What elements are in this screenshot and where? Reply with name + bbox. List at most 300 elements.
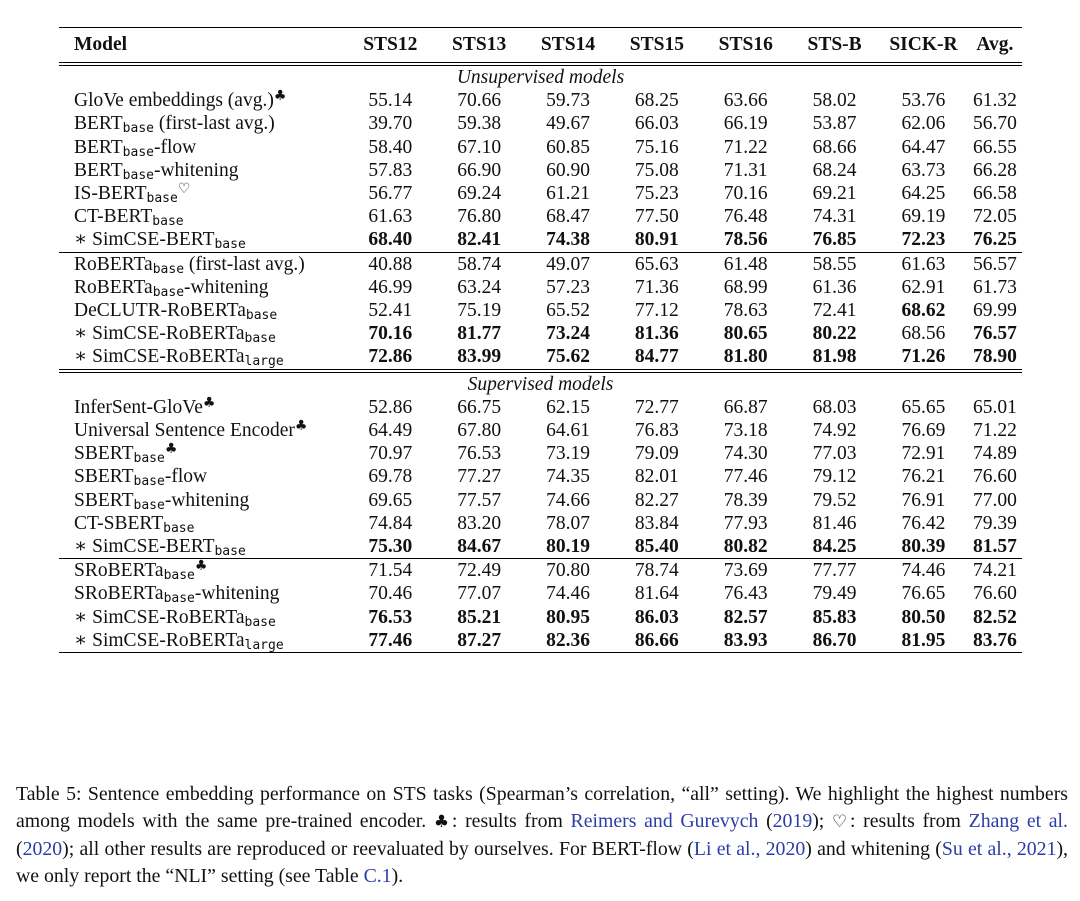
score-cell: 68.24 — [812, 159, 857, 181]
model-size-subscript: base — [152, 261, 185, 277]
score-cell: 76.57 — [973, 323, 1017, 345]
score-cell: 61.48 — [723, 253, 768, 275]
score-cell: 77.12 — [634, 300, 679, 322]
section-heading: Unsupervised models — [456, 67, 625, 88]
table-row — [59, 465, 1022, 488]
score-cell: 59.73 — [546, 90, 590, 112]
model-size-subscript: base — [163, 520, 195, 536]
score-cell: 77.07 — [457, 583, 502, 605]
score-cell: 83.93 — [723, 629, 768, 651]
model-name: InferSent-GloVe — [74, 396, 203, 418]
score-cell: 84.67 — [457, 536, 502, 558]
score-cell: 64.47 — [901, 136, 946, 158]
model-name-cell — [59, 205, 346, 228]
score-cell: 74.38 — [546, 229, 590, 251]
score-cell: 75.16 — [634, 136, 679, 158]
model-name-cell — [59, 345, 346, 370]
score-cell: 77.57 — [457, 489, 502, 511]
score-cell: 73.69 — [723, 560, 768, 582]
score-cell: 75.23 — [634, 183, 679, 205]
score-cell: 64.25 — [901, 183, 946, 205]
model-size-subscript: large — [244, 354, 284, 370]
citation-year-link[interactable]: 2019 — [772, 810, 813, 832]
score-cell: 82.27 — [634, 489, 679, 511]
model-name: RoBERTa — [74, 253, 153, 275]
model-size-subscript: base — [244, 614, 276, 630]
score-cell: 79.49 — [812, 583, 857, 605]
model-name-cell — [59, 512, 346, 535]
score-cell: 85.83 — [812, 606, 857, 628]
score-cell: 67.10 — [457, 136, 502, 158]
caption-text: ), we only report the “NLI” setting (see Table — [16, 838, 1069, 887]
citation-link[interactable]: Li et al., 2020 — [693, 838, 806, 860]
score-cell: 81.77 — [457, 323, 502, 345]
table-reference-link[interactable]: C.1 — [363, 865, 392, 887]
caption-text: ). — [391, 865, 404, 887]
model-name-cell — [59, 252, 346, 276]
table-row — [59, 299, 1022, 322]
citation-link[interactable]: Su et al., 2021 — [941, 838, 1057, 860]
score-cell: 70.66 — [457, 90, 502, 112]
score-cell: 77.77 — [812, 560, 857, 582]
table-row — [59, 345, 1022, 370]
score-cell: 74.46 — [901, 560, 946, 582]
score-cell: 82.01 — [634, 466, 679, 488]
score-cell: 64.49 — [368, 420, 413, 442]
score-cell: 56.70 — [973, 113, 1017, 135]
score-cell: 70.16 — [723, 183, 768, 205]
score-cell: 69.78 — [368, 466, 413, 488]
score-cell: 49.67 — [546, 113, 590, 135]
score-cell: 75.08 — [634, 159, 679, 181]
score-cell: 76.83 — [634, 420, 679, 442]
score-cell: 78.74 — [634, 560, 679, 582]
score-cell: 77.93 — [723, 512, 768, 534]
model-name-cell — [59, 559, 346, 583]
score-cell: 74.30 — [723, 443, 768, 465]
score-cell: 58.40 — [368, 136, 413, 158]
model-name-cell — [59, 629, 346, 653]
score-cell: 70.97 — [368, 443, 413, 465]
score-cell: 65.01 — [973, 396, 1017, 418]
model-name-cell — [59, 396, 346, 419]
model-size-subscript: large — [244, 637, 284, 653]
model-suffix: (first-last avg.) — [184, 253, 305, 275]
score-cell: 62.06 — [901, 113, 946, 135]
score-cell: 74.84 — [368, 512, 413, 534]
score-cell: 87.27 — [457, 629, 502, 651]
model-name-cell — [59, 182, 346, 205]
score-cell: 80.50 — [901, 606, 946, 628]
score-cell: 76.42 — [901, 512, 946, 534]
score-cell: 60.85 — [546, 136, 590, 158]
score-cell: 68.56 — [901, 323, 946, 345]
score-cell: 81.80 — [723, 346, 768, 368]
citation-link[interactable]: Zhang et al. — [968, 810, 1068, 832]
header-cell: STS16 — [718, 34, 773, 55]
score-cell: 70.16 — [368, 323, 413, 345]
model-size-subscript: base — [152, 284, 185, 300]
model-name: CT-SBERT — [74, 512, 164, 534]
model-size-subscript: base — [146, 191, 178, 207]
score-cell: 72.77 — [634, 396, 679, 418]
score-cell: 58.74 — [457, 253, 502, 275]
model-name-cell — [59, 89, 346, 112]
club-symbol-icon: ♣ — [294, 418, 308, 435]
score-cell: 77.46 — [368, 629, 413, 651]
score-cell: 66.19 — [723, 113, 768, 135]
model-name-cell — [59, 228, 346, 252]
model-suffix: -whitening — [164, 489, 250, 511]
score-cell: 77.03 — [812, 443, 857, 465]
header-row — [59, 28, 1022, 65]
score-cell: 85.40 — [634, 536, 679, 558]
score-cell: 80.65 — [723, 323, 768, 345]
section-heading-row — [59, 371, 1022, 396]
score-cell: 81.98 — [812, 346, 857, 368]
model-name-cell — [59, 322, 346, 345]
header-cell: STS14 — [540, 34, 596, 55]
section-heading-row — [59, 64, 1022, 89]
model-name-cell — [59, 606, 346, 629]
table-row — [59, 252, 1022, 276]
score-cell: 55.14 — [368, 90, 413, 112]
score-cell: 61.63 — [901, 253, 946, 275]
score-cell: 80.95 — [546, 606, 590, 628]
score-cell: 39.70 — [368, 113, 413, 135]
model-size-subscript: base — [122, 121, 154, 137]
score-cell: 46.99 — [368, 276, 413, 298]
table-row — [59, 112, 1022, 135]
score-cell: 81.64 — [634, 583, 679, 605]
score-cell: 80.22 — [812, 323, 857, 345]
score-cell: 79.52 — [812, 489, 857, 511]
score-cell: 83.99 — [457, 346, 502, 368]
score-cell: 52.86 — [368, 396, 413, 418]
score-cell: 71.31 — [723, 159, 768, 181]
table-row — [59, 322, 1022, 345]
score-cell: 82.57 — [723, 606, 768, 628]
header-cell: Avg. — [976, 34, 1014, 55]
score-cell: 72.49 — [457, 560, 502, 582]
score-cell: 68.47 — [546, 206, 590, 228]
score-cell: 83.76 — [973, 629, 1017, 651]
score-cell: 71.54 — [368, 560, 413, 582]
model-suffix: -whitening — [153, 159, 239, 181]
caption-text: : results from — [451, 810, 571, 832]
model-name: BERT — [74, 113, 123, 135]
score-cell: 72.23 — [901, 229, 946, 251]
score-cell: 68.03 — [812, 396, 857, 418]
score-cell: 62.91 — [901, 276, 946, 298]
score-cell: 76.25 — [973, 229, 1017, 251]
model-name: ∗ SimCSE-RoBERTa — [74, 629, 245, 651]
score-cell: 65.52 — [546, 300, 590, 322]
score-cell: 76.69 — [901, 420, 946, 442]
score-cell: 57.83 — [368, 159, 413, 181]
model-name-cell — [59, 465, 346, 488]
score-cell: 78.39 — [723, 489, 768, 511]
results-table — [59, 27, 1022, 653]
score-cell: 66.55 — [973, 136, 1017, 158]
model-name-cell — [59, 136, 346, 159]
score-cell: 70.80 — [546, 560, 590, 582]
score-cell: 74.46 — [546, 583, 590, 605]
score-cell: 49.07 — [546, 253, 590, 275]
model-name-cell — [59, 159, 346, 182]
score-cell: 66.28 — [973, 159, 1017, 181]
citation-link[interactable]: Reimers and Gurevych — [570, 810, 759, 832]
model-size-subscript: base — [133, 474, 165, 490]
header-cell: STS-B — [807, 34, 862, 55]
score-cell: 66.90 — [457, 159, 502, 181]
score-cell: 66.75 — [457, 396, 502, 418]
table-row — [59, 512, 1022, 535]
score-cell: 71.36 — [634, 276, 679, 298]
score-cell: 58.55 — [812, 253, 857, 275]
score-cell: 76.60 — [973, 583, 1017, 605]
score-cell: 61.63 — [368, 206, 413, 228]
score-cell: 76.91 — [901, 489, 946, 511]
score-cell: 74.35 — [546, 466, 590, 488]
score-cell: 74.31 — [812, 206, 857, 228]
score-cell: 52.41 — [368, 300, 413, 322]
score-cell: 63.73 — [901, 159, 946, 181]
score-cell: 71.26 — [901, 346, 946, 368]
model-size-subscript: base — [133, 451, 165, 467]
score-cell: 61.73 — [973, 276, 1017, 298]
model-name: IS-BERT — [74, 183, 147, 205]
score-cell: 81.46 — [812, 512, 857, 534]
score-cell: 84.77 — [634, 346, 679, 368]
score-cell: 75.62 — [546, 346, 590, 368]
score-cell: 56.57 — [973, 253, 1017, 275]
header-cell: STS12 — [363, 34, 418, 55]
score-cell: 76.48 — [723, 206, 768, 228]
citation-year-link[interactable]: 2020 — [22, 838, 63, 860]
score-cell: 77.46 — [723, 466, 768, 488]
model-size-subscript: base — [245, 308, 278, 324]
score-cell: 81.57 — [973, 536, 1017, 558]
model-size-subscript: base — [214, 544, 246, 560]
score-cell: 74.21 — [973, 560, 1017, 582]
score-cell: 72.86 — [368, 346, 413, 368]
score-cell: 68.66 — [812, 136, 857, 158]
caption-text: ) and whitening ( — [805, 838, 942, 860]
score-cell: 76.85 — [812, 229, 857, 251]
model-name-cell — [59, 112, 346, 135]
score-cell: 65.63 — [634, 253, 679, 275]
score-cell: 61.36 — [812, 276, 857, 298]
caption-text: ( — [758, 810, 773, 832]
model-name: RoBERTa — [74, 276, 153, 298]
section-heading: Supervised models — [467, 373, 614, 395]
score-cell: 62.15 — [546, 396, 590, 418]
table-body — [59, 64, 1022, 653]
score-cell: 78.90 — [973, 346, 1017, 368]
score-cell: 75.19 — [457, 300, 502, 322]
header-cell: STS13 — [452, 34, 507, 55]
score-cell: 74.89 — [973, 443, 1017, 465]
model-name: ∗ SimCSE-RoBERTa — [74, 346, 245, 368]
score-cell: 59.38 — [457, 113, 502, 135]
model-name: ∗ SimCSE-BERT — [74, 536, 215, 558]
score-cell: 79.39 — [973, 512, 1017, 534]
score-cell: 76.43 — [723, 583, 768, 605]
score-cell: 82.52 — [973, 606, 1017, 628]
score-cell: 73.24 — [546, 323, 590, 345]
table-row — [59, 205, 1022, 228]
score-cell: 82.41 — [457, 229, 502, 251]
model-name-cell — [59, 489, 346, 512]
score-cell: 84.25 — [812, 536, 857, 558]
model-name: ∗ SimCSE-RoBERTa — [74, 323, 245, 345]
table-row — [59, 535, 1022, 559]
model-size-subscript: base — [152, 214, 184, 230]
score-cell: 58.02 — [812, 90, 857, 112]
score-cell: 77.00 — [973, 489, 1017, 511]
club-symbol-icon: ♣ — [202, 394, 216, 411]
model-size-subscript: base — [163, 591, 195, 607]
model-suffix: -flow — [164, 466, 208, 488]
score-cell: 81.95 — [901, 629, 946, 651]
model-size-subscript: base — [163, 568, 195, 584]
model-name-cell — [59, 276, 346, 299]
score-cell: 53.76 — [901, 90, 946, 112]
heart-symbol-icon: ♡ — [177, 181, 191, 198]
table-row — [59, 89, 1022, 112]
table-row — [59, 442, 1022, 465]
table-row — [59, 136, 1022, 159]
caption-text: ( — [16, 838, 23, 860]
model-name: ∗ SimCSE-BERT — [74, 229, 215, 251]
score-cell: 66.58 — [973, 183, 1017, 205]
model-name: Universal Sentence Encoder — [74, 420, 295, 442]
score-cell: 69.19 — [901, 206, 946, 228]
score-cell: 79.09 — [634, 443, 679, 465]
score-cell: 56.77 — [368, 183, 413, 205]
score-cell: 71.22 — [723, 136, 768, 158]
score-cell: 78.56 — [723, 229, 768, 251]
model-suffix: -whitening — [184, 276, 269, 298]
model-suffix: -whitening — [194, 583, 280, 605]
score-cell: 64.61 — [546, 420, 590, 442]
score-cell: 83.20 — [457, 512, 502, 534]
model-size-subscript: base — [122, 167, 154, 183]
table-row — [59, 419, 1022, 442]
score-cell: 76.21 — [901, 466, 946, 488]
score-cell: 60.90 — [546, 159, 590, 181]
score-cell: 76.80 — [457, 206, 502, 228]
table-row — [59, 228, 1022, 252]
caption-text: ); all other results are reproduced or reevaluated by ourselves. For BERT-flow ( — [62, 838, 694, 860]
score-cell: 68.99 — [723, 276, 768, 298]
model-suffix: -flow — [153, 136, 197, 158]
table-row — [59, 606, 1022, 629]
score-cell: 76.60 — [973, 466, 1017, 488]
score-cell: 79.12 — [812, 466, 857, 488]
score-cell: 72.05 — [973, 206, 1017, 228]
score-cell: 69.21 — [812, 183, 857, 205]
model-size-subscript: base — [133, 497, 165, 513]
score-cell: 53.87 — [812, 113, 857, 135]
score-cell: 80.19 — [546, 536, 590, 558]
model-name-cell — [59, 442, 346, 465]
score-cell: 57.23 — [546, 276, 590, 298]
score-cell: 78.63 — [723, 300, 768, 322]
model-name: GloVe embeddings (avg.) — [74, 90, 274, 112]
score-cell: 72.91 — [901, 443, 946, 465]
score-cell: 80.39 — [901, 536, 946, 558]
score-cell: 83.84 — [634, 512, 679, 534]
score-cell: 68.62 — [901, 300, 946, 322]
model-name: CT-BERT — [74, 206, 153, 228]
score-cell: 77.50 — [634, 206, 679, 228]
score-cell: 80.91 — [634, 229, 679, 251]
score-cell: 76.65 — [901, 583, 946, 605]
score-cell: 63.66 — [723, 90, 768, 112]
score-cell: 69.24 — [457, 183, 502, 205]
score-cell: 72.41 — [812, 300, 857, 322]
score-cell: 68.40 — [368, 229, 413, 251]
caption-text: : results from — [849, 810, 969, 832]
table-row — [59, 582, 1022, 605]
model-name-cell — [59, 582, 346, 605]
model-name: BERT — [74, 136, 123, 158]
score-cell: 75.30 — [368, 536, 413, 558]
score-cell: 67.80 — [457, 420, 502, 442]
table-row — [59, 276, 1022, 299]
model-size-subscript: base — [244, 331, 276, 347]
score-cell: 77.27 — [457, 466, 502, 488]
score-cell: 68.25 — [634, 90, 679, 112]
table-caption — [16, 781, 1068, 890]
score-cell: 73.18 — [723, 420, 768, 442]
score-cell: 66.03 — [634, 113, 679, 135]
score-cell: 74.66 — [546, 489, 590, 511]
score-cell: 78.07 — [546, 512, 590, 534]
model-name: SBERT — [74, 466, 134, 488]
score-cell: 73.19 — [546, 443, 590, 465]
model-name: SBERT — [74, 443, 134, 465]
caption-text: ); — [812, 810, 832, 832]
score-cell: 85.21 — [457, 606, 502, 628]
model-name-cell — [59, 419, 346, 442]
model-name-cell — [59, 299, 346, 322]
score-cell: 65.65 — [901, 396, 946, 418]
caption-text: Table 5: Sentence embedding performance on STS tasks (Spearman’s correlation, “all” setting). We highlight the highest numbers among models with the same pre-trained encoder. — [16, 783, 1068, 832]
model-name-cell — [59, 535, 346, 559]
score-cell: 61.21 — [546, 183, 590, 205]
header-cell: STS15 — [629, 34, 684, 55]
score-cell: 76.53 — [457, 443, 502, 465]
table-row — [59, 629, 1022, 653]
score-cell: 66.87 — [723, 396, 768, 418]
score-cell: 86.03 — [634, 606, 679, 628]
score-cell: 69.65 — [368, 489, 413, 511]
table-row — [59, 489, 1022, 512]
score-cell: 86.70 — [812, 629, 857, 651]
score-cell: 69.99 — [973, 300, 1017, 322]
model-name: SRoBERTa — [74, 583, 164, 605]
model-suffix: (first-last avg.) — [153, 113, 275, 135]
score-cell: 86.66 — [634, 629, 679, 651]
score-cell: 76.53 — [368, 606, 413, 628]
score-cell: 82.36 — [546, 629, 590, 651]
score-cell: 74.92 — [812, 420, 857, 442]
model-size-subscript: base — [214, 237, 246, 253]
model-name: BERT — [74, 159, 123, 181]
